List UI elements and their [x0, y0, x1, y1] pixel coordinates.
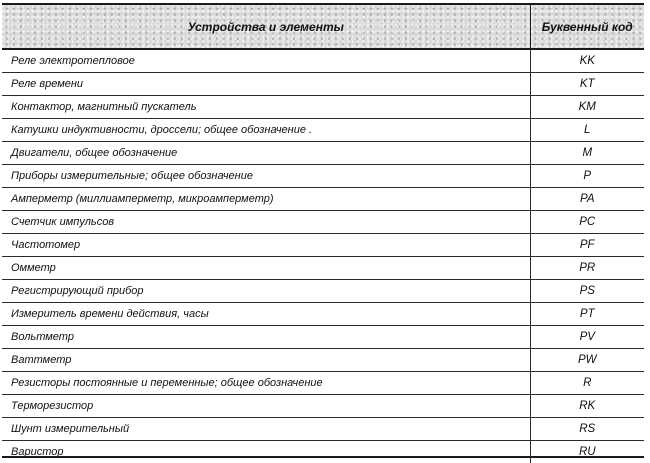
table-row [2, 165, 644, 188]
letter-code-cell: L [530, 119, 644, 142]
device-name-cell: Контактор, магнитный пускатель [2, 96, 530, 119]
column-header-devices: Устройства и элементы [2, 5, 530, 49]
letter-code-cell: PS [530, 280, 644, 303]
letter-code-cell: PC [530, 211, 644, 234]
table-row [2, 73, 644, 96]
table-row [2, 441, 644, 463]
table-row [2, 211, 644, 234]
device-name-cell: Шунт измерительный [2, 418, 530, 441]
table-row [2, 142, 644, 165]
device-name-cell: Терморезистор [2, 395, 530, 418]
table-row [2, 96, 644, 119]
header-row [2, 5, 644, 49]
letter-code-cell: RK [530, 395, 644, 418]
table-body [2, 49, 644, 463]
letter-code-cell: M [530, 142, 644, 165]
table-row [2, 303, 644, 326]
letter-code-cell: PF [530, 234, 644, 257]
device-name-cell: Реле электротепловое [2, 49, 530, 73]
letter-code-cell: PT [530, 303, 644, 326]
device-name-cell: Резисторы постоянные и переменные; общее обозначение [2, 372, 530, 395]
letter-code-cell: RU [530, 441, 644, 463]
letter-code-cell: KM [530, 96, 644, 119]
letter-code-cell: R [530, 372, 644, 395]
letter-code-cell: PA [530, 188, 644, 211]
device-name-cell: Амперметр (миллиамперметр, микроамперметр) [2, 188, 530, 211]
device-name-cell: Катушки индуктивности, дроссели; общее обозначение . [2, 119, 530, 142]
letter-code-cell: KT [530, 73, 644, 96]
table-row [2, 418, 644, 441]
table-row [2, 395, 644, 418]
document-table-frame [2, 3, 644, 458]
column-header-code: Буквенный код [530, 5, 644, 49]
table-row [2, 280, 644, 303]
device-name-cell: Счетчик импульсов [2, 211, 530, 234]
table-row [2, 119, 644, 142]
table-row [2, 188, 644, 211]
letter-code-cell: PR [530, 257, 644, 280]
table-row [2, 234, 644, 257]
device-name-cell: Двигатели, общее обозначение [2, 142, 530, 165]
letter-code-cell: PW [530, 349, 644, 372]
table-row [2, 49, 644, 73]
device-name-cell: Вольтметр [2, 326, 530, 349]
table-row [2, 257, 644, 280]
letter-code-table [2, 5, 644, 463]
device-name-cell: Омметр [2, 257, 530, 280]
device-name-cell: Реле времени [2, 73, 530, 96]
letter-code-cell: PV [530, 326, 644, 349]
letter-code-cell: RS [530, 418, 644, 441]
device-name-cell: Регистрирующий прибор [2, 280, 530, 303]
table-row [2, 372, 644, 395]
device-name-cell: Частотомер [2, 234, 530, 257]
table-row [2, 326, 644, 349]
device-name-cell: Измеритель времени действия, часы [2, 303, 530, 326]
device-name-cell: Ваттметр [2, 349, 530, 372]
table-row [2, 349, 644, 372]
table-header [2, 5, 644, 49]
letter-code-cell: KK [530, 49, 644, 73]
device-name-cell: Приборы измерительные; общее обозначение [2, 165, 530, 188]
letter-code-cell: P [530, 165, 644, 188]
device-name-cell: Варистор [2, 441, 530, 463]
